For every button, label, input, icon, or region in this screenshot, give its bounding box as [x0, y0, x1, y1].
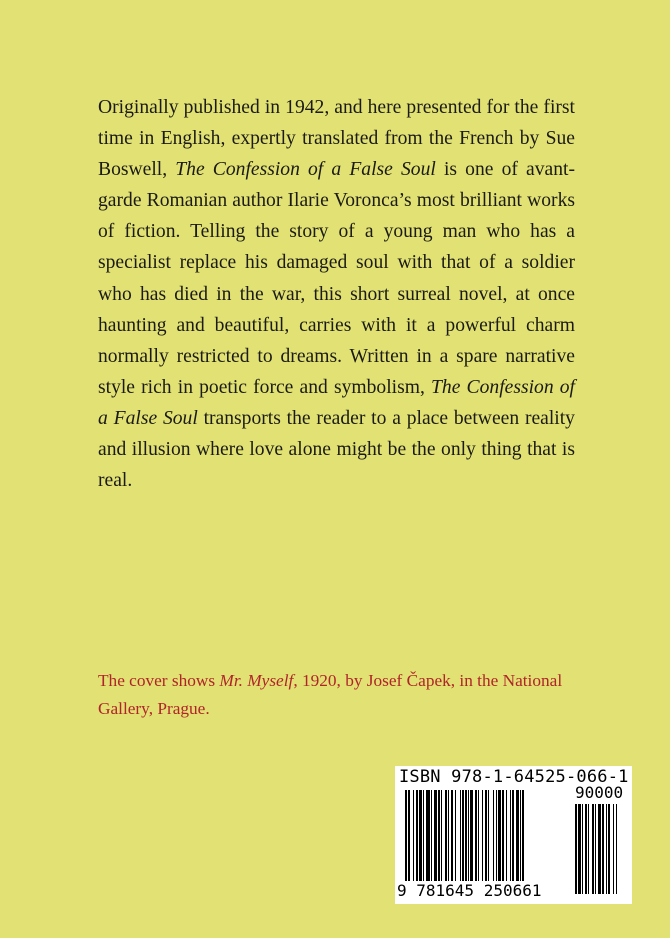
- barcode-bar: [502, 790, 504, 882]
- barcode-bar: [478, 790, 479, 882]
- barcode-bar: [606, 804, 607, 894]
- blurb-text-1: Originally published in 1942, and here presented for the first time in English, expertly translated from the French by Sue Boswell,: [98, 97, 575, 181]
- blurb-text-3: transports the reader to a place between reality and illusion where love alone might be the only thing that is real.: [98, 407, 575, 492]
- barcode-bar: [592, 804, 594, 894]
- barcode-bar: [465, 790, 467, 888]
- artwork-title: Mr. Myself: [219, 671, 294, 690]
- barcode-bar: [448, 790, 449, 882]
- barcode-bar: [488, 790, 489, 882]
- ean-digits: 9 781645 250661: [397, 881, 542, 900]
- barcode-bar: [423, 790, 424, 882]
- price-addon-digits: 90000: [575, 783, 624, 802]
- barcode-bar: [441, 790, 442, 882]
- ean13-bars: [405, 790, 570, 888]
- barcode-bar: [585, 804, 587, 894]
- barcode-bar: [588, 804, 589, 894]
- barcode-bar: [419, 790, 422, 882]
- isbn-label: ISBN 978-1-64525-066-1: [399, 767, 629, 787]
- barcode-bar: [516, 790, 519, 882]
- credit-text-2: , 1920, by Josef Čapek, in the National Gallery, Prague.: [98, 671, 563, 718]
- barcode-bar: [482, 790, 483, 882]
- barcode-bar: [520, 790, 521, 888]
- barcode-bar: [462, 790, 464, 888]
- barcode-bar: [455, 790, 456, 882]
- barcode-bar: [405, 790, 407, 888]
- barcode-bar: [434, 790, 437, 882]
- barcode-bar: [426, 790, 430, 882]
- barcode-bar: [468, 790, 469, 882]
- barcode-bar: [438, 790, 440, 882]
- barcode-bar: [512, 790, 514, 882]
- barcode-bar: [616, 804, 617, 894]
- back-cover-blurb: [98, 92, 575, 496]
- barcode-bar: [575, 804, 577, 894]
- barcode-bar: [445, 790, 447, 882]
- barcode-bar: [598, 804, 601, 894]
- barcode-bar: [431, 790, 432, 882]
- barcode-bar: [506, 790, 507, 882]
- barcode-bar: [416, 790, 418, 882]
- book-title-italic: The Confession of a False Soul: [98, 376, 575, 429]
- barcode-bar: [522, 790, 524, 888]
- blurb-text-2: is one of avant-garde Romanian author Ilarie Voronca’s most brilliant works of fiction. Telling the story of a young man who has a specialist replace his damaged soul with that of a soldier who has died in the war, this short surreal novel, at once haunting and beautiful, carries with it a powerful charm normally restricted to dreams. Written in a spare narrative style rich in poetic force and symbolism,: [98, 159, 575, 398]
- barcode-bar: [413, 790, 414, 882]
- barcode-bar: [608, 804, 610, 894]
- barcode-bar: [485, 790, 487, 882]
- barcode-bar: [475, 790, 477, 882]
- barcode-bar: [470, 790, 473, 882]
- barcode-bar: [496, 790, 497, 882]
- isbn-barcode: [395, 766, 632, 904]
- cover-art-credit: [98, 667, 578, 722]
- barcode-bar: [510, 790, 511, 882]
- barcode-bar: [582, 804, 583, 894]
- barcode-bar: [408, 790, 410, 888]
- book-title-italic: The Confession of a False Soul: [175, 159, 436, 181]
- barcode-bar: [613, 804, 614, 894]
- addon-bars: [575, 804, 627, 900]
- barcode-bar: [493, 790, 494, 882]
- barcode-bar: [451, 790, 453, 882]
- barcode-bar: [578, 804, 581, 894]
- barcode-bar: [460, 790, 461, 882]
- barcode-bar: [595, 804, 596, 894]
- credit-text-1: The cover shows: [98, 671, 220, 690]
- barcode-bar: [602, 804, 604, 894]
- barcode-bar: [498, 790, 501, 882]
